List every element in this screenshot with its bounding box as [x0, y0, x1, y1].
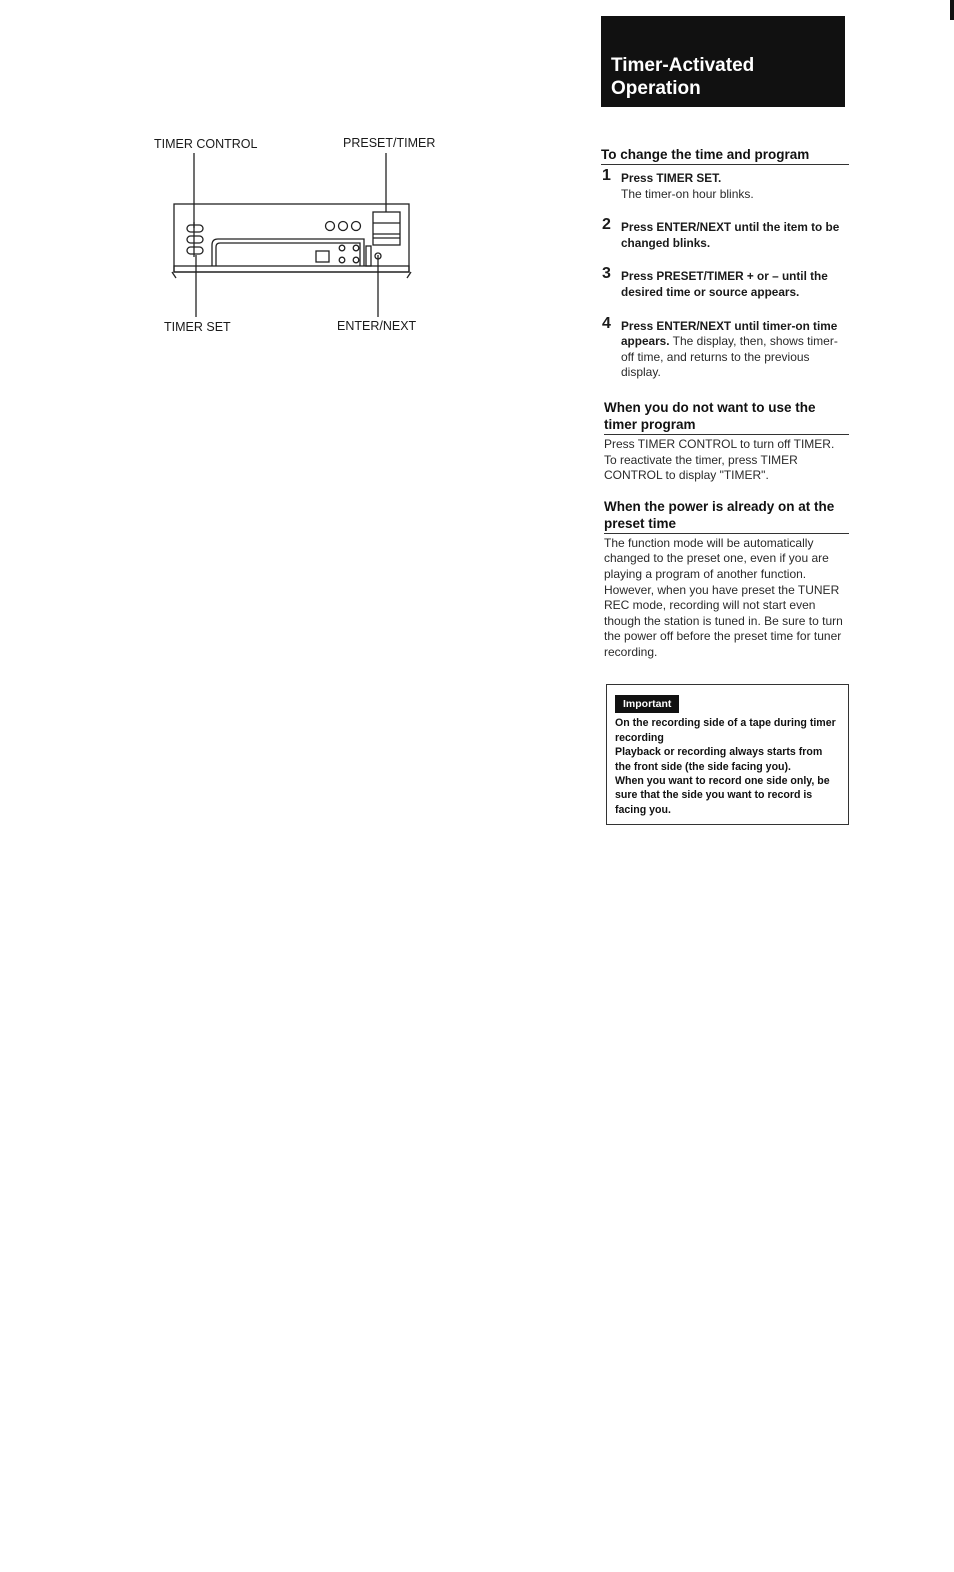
step-3: [601, 265, 849, 300]
step-number: 3: [602, 265, 611, 283]
step-number: 2: [602, 216, 611, 234]
important-line-1: Playback or recording always starts from the front side (the side facing you).: [615, 746, 823, 773]
important-note-box: [606, 684, 849, 825]
section-change-time-heading: To change the time and program: [601, 146, 849, 165]
step-instruction: Press ENTER/NEXT until timer-on time appears.: [621, 318, 838, 349]
section-power-on-heading: When the power is already on at the preset time: [604, 498, 849, 534]
step-1: [601, 167, 849, 202]
step-list: [601, 167, 849, 381]
section-no-timer: [601, 399, 849, 484]
section-no-timer-body: Press TIMER CONTROL to turn off TIMER. To reactivate the timer, press TIMER CONTROL to display "TIMER".: [604, 436, 835, 483]
label-timer-set: TIMER SET: [164, 320, 231, 334]
page-title: [601, 16, 845, 107]
important-line-2: When you want to record one side only, be sure that the side you want to record is facing you.: [615, 775, 830, 816]
section-no-timer-heading: When you do not want to use the timer program: [604, 399, 849, 435]
section-power-on-body: The function mode will be automatically changed to the preset one, even if you are playing a program of another function. However, when you have preset the TUNER REC mode, recording will not start even though the station is tuned in. Be sure to turn the power off before the preset time for tuner recording.: [604, 535, 843, 659]
step-instruction: Press ENTER/NEXT until the item to be changed blinks.: [621, 220, 840, 250]
page-edge-mark: [950, 0, 954, 20]
device-drawing: [150, 135, 450, 345]
step-number: 4: [602, 314, 611, 332]
label-enter-next: ENTER/NEXT: [337, 319, 417, 333]
step-instruction: Press PRESET/TIMER + or – until the desired time or source appears.: [621, 269, 828, 299]
step-description: The timer-on hour blinks.: [621, 186, 754, 201]
step-description: The display, then, shows timer-off time, and returns to the previous display.: [621, 334, 838, 380]
important-heading: On the recording side of a tape during timer recording: [615, 717, 836, 744]
device-base: [174, 266, 409, 272]
page-title-line2: Operation: [611, 78, 701, 99]
instructions-column: [601, 146, 849, 660]
step-4: [601, 314, 849, 381]
important-badge: Important: [615, 695, 679, 713]
page-title-line1: Timer-Activated: [611, 55, 755, 76]
section-power-on: [601, 498, 849, 661]
device-diagram: [150, 135, 450, 345]
step-instruction: Press TIMER SET.: [621, 171, 722, 185]
label-preset-timer: PRESET/TIMER: [343, 136, 436, 150]
step-2: [601, 216, 849, 251]
step-number: 1: [602, 167, 611, 184]
label-timer-control: TIMER CONTROL: [154, 137, 258, 151]
